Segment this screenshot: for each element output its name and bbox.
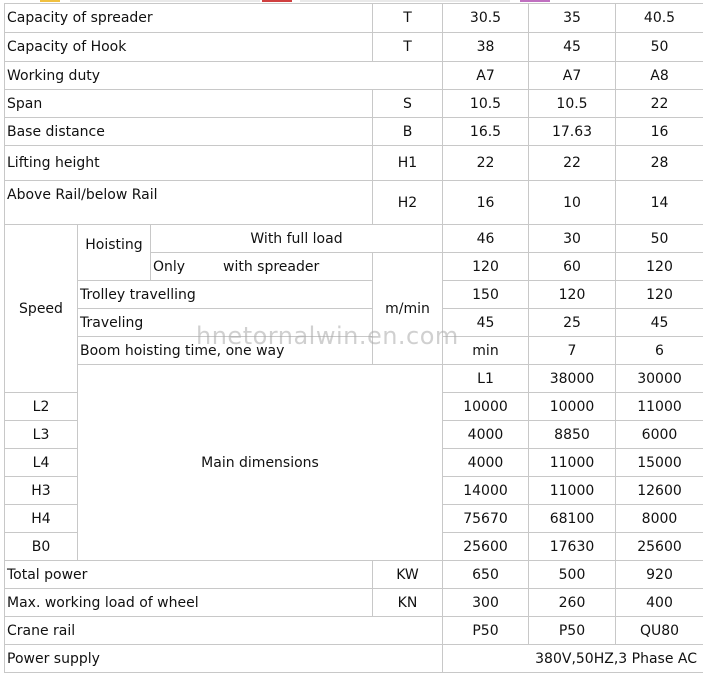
traveling-label: Traveling: [78, 309, 373, 337]
value-cell: 22: [443, 146, 529, 181]
value-cell: 11000: [616, 393, 703, 421]
value-cell: 10.5: [443, 90, 529, 118]
value-cell: 10000: [529, 393, 616, 421]
value-cell: 45: [443, 309, 529, 337]
unit-cell: H4: [5, 505, 78, 533]
row-label: Capacity of Hook: [5, 33, 373, 62]
value-cell: 50: [616, 33, 703, 62]
unit-cell: H1: [373, 146, 443, 181]
value-cell: 30: [529, 225, 616, 253]
table-row: [5, 589, 703, 617]
value-cell: 25: [529, 309, 616, 337]
table-row: [5, 118, 703, 146]
value-cell: 17.63: [529, 118, 616, 146]
value-cell: 35: [529, 4, 616, 33]
value-cell: 25600: [443, 533, 529, 561]
table-row: [5, 90, 703, 118]
value-cell: 45: [616, 309, 703, 337]
row-label: Above Rail/below Rail: [5, 181, 373, 225]
row-label: Power supply: [5, 645, 443, 673]
value-cell: 8850: [529, 421, 616, 449]
unit-cell: T: [373, 4, 443, 33]
value-cell: 38000: [529, 365, 616, 393]
value-cell: 10: [529, 181, 616, 225]
row-label: Crane rail: [5, 617, 443, 645]
unit-cell: min: [443, 337, 529, 365]
row-label: Capacity of spreader: [5, 4, 373, 33]
value-cell: 150: [443, 281, 529, 309]
table-row: [5, 62, 703, 90]
value-cell: 10000: [443, 393, 529, 421]
value-cell: 14: [616, 181, 703, 225]
value-cell: 68100: [529, 505, 616, 533]
value-cell: A7: [443, 62, 529, 90]
value-cell: 11000: [529, 477, 616, 505]
unit-cell: B: [373, 118, 443, 146]
unit-cell: L1: [443, 365, 529, 393]
unit-cell: H3: [5, 477, 78, 505]
main-dimensions-label: Main dimensions: [78, 365, 443, 561]
value-cell: 120: [616, 253, 703, 281]
value-cell: A8: [616, 62, 703, 90]
value-cell: 380V,50HZ,3 Phase AC: [443, 645, 703, 673]
value-cell: 4000: [443, 449, 529, 477]
row-label: Lifting height: [5, 146, 373, 181]
value-cell: 40.5: [616, 4, 703, 33]
value-cell: 38: [443, 33, 529, 62]
table-row: [5, 645, 703, 673]
table-row: [5, 617, 703, 645]
unit-cell: S: [373, 90, 443, 118]
value-cell: 25600: [616, 533, 703, 561]
value-cell: 500: [529, 561, 616, 589]
speed-label: Speed: [5, 225, 78, 393]
value-cell: 7: [529, 337, 616, 365]
row-label: Max. working load of wheel: [5, 589, 373, 617]
value-cell: 4000: [443, 421, 529, 449]
table-row: [5, 337, 703, 365]
value-cell: 75670: [443, 505, 529, 533]
watermark: hnetornalwin.en.com: [196, 322, 459, 350]
full-load-label: With full load: [151, 225, 443, 253]
crane-spec-table: [4, 3, 703, 673]
table-row: [5, 225, 703, 253]
value-cell: 28: [616, 146, 703, 181]
table-row: [5, 181, 703, 225]
table-row: [5, 309, 703, 337]
with-spreader-label: with spreader: [223, 258, 320, 275]
unit-cell: H2: [373, 181, 443, 225]
value-cell: 920: [616, 561, 703, 589]
unit-cell: T: [373, 33, 443, 62]
value-cell: 16: [443, 181, 529, 225]
value-cell: 16.5: [443, 118, 529, 146]
unit-cell: L4: [5, 449, 78, 477]
value-cell: 17630: [529, 533, 616, 561]
unit-cell: KW: [373, 561, 443, 589]
value-cell: 6000: [616, 421, 703, 449]
value-cell: 60: [529, 253, 616, 281]
value-cell: 22: [616, 90, 703, 118]
row-label: Total power: [5, 561, 373, 589]
value-cell: 120: [443, 253, 529, 281]
row-label: Base distance: [5, 118, 373, 146]
trolley-label: Trolley travelling: [78, 281, 373, 309]
table-row: [5, 33, 703, 62]
value-cell: 30.5: [443, 4, 529, 33]
value-cell: 16: [616, 118, 703, 146]
table-row: [5, 281, 703, 309]
value-cell: 650: [443, 561, 529, 589]
table-row: [5, 146, 703, 181]
value-cell: 260: [529, 589, 616, 617]
unit-cell: L3: [5, 421, 78, 449]
value-cell: QU80: [616, 617, 703, 645]
spreader-label: [151, 253, 373, 281]
value-cell: 120: [529, 281, 616, 309]
value-cell: 300: [443, 589, 529, 617]
value-cell: P50: [443, 617, 529, 645]
row-label: Working duty: [5, 62, 443, 90]
row-label: Span: [5, 90, 373, 118]
value-cell: 400: [616, 589, 703, 617]
value-cell: 120: [616, 281, 703, 309]
value-cell: 46: [443, 225, 529, 253]
value-cell: 10.5: [529, 90, 616, 118]
unit-cell: L2: [5, 393, 78, 421]
value-cell: 14000: [443, 477, 529, 505]
value-cell: P50: [529, 617, 616, 645]
value-cell: 6: [616, 337, 703, 365]
value-cell: 8000: [616, 505, 703, 533]
value-cell: 12600: [616, 477, 703, 505]
only-label: Only: [153, 258, 186, 275]
unit-cell: B0: [5, 533, 78, 561]
value-cell: 45: [529, 33, 616, 62]
unit-cell: m/min: [373, 253, 443, 365]
value-cell: 50: [616, 225, 703, 253]
value-cell: 11000: [529, 449, 616, 477]
value-cell: A7: [529, 62, 616, 90]
table-row: [5, 4, 703, 33]
value-cell: 22: [529, 146, 616, 181]
value-cell: 15000: [616, 449, 703, 477]
boom-label: Boom hoisting time, one way: [78, 337, 373, 365]
hoisting-label: Hoisting: [78, 225, 151, 281]
table-row: [5, 365, 703, 393]
table-row: [5, 561, 703, 589]
unit-cell: KN: [373, 589, 443, 617]
value-cell: 30000: [616, 365, 703, 393]
